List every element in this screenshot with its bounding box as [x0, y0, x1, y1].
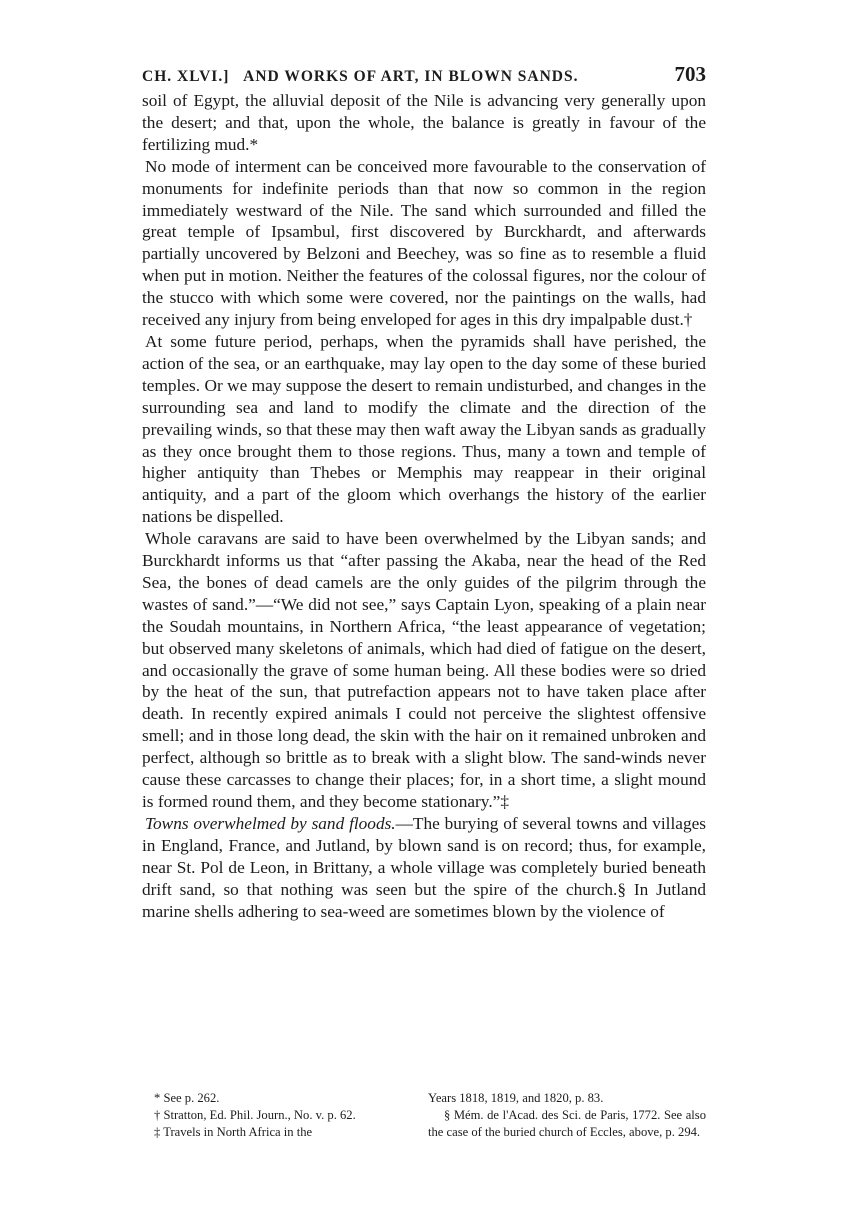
footnote-2: † Stratton, Ed. Phil. Journ., No. v. p. 62.: [154, 1108, 356, 1122]
footnote-3: ‡ Travels in North Africa in the: [154, 1125, 313, 1139]
footnote-4: § Mém. de l'Acad. des Sci. de Paris, 1772. See also the case of the buried church of Eccles, above, p. 294.: [428, 1108, 706, 1139]
paragraph-interment: No mode of interment can be conceived more favourable to the conservation of monuments for indefinite periods than that now so common in the region immediately westward of the Nile. The sand which surrounded and filled the great temple of Ipsambul, first discovered by Burckhardt, and afterwards partially uncovered by Belzoni and Beechey, was so fine as to resemble a fluid when put in motion. Neither the features of the colossal figures, nor the colour of the stucco with which some were covered, nor the paintings on the walls, had received any injury from being enveloped for ages in this dry impalpable dust.†: [142, 156, 706, 330]
footnote-1: * See p. 262.: [154, 1091, 220, 1105]
paragraph-towns-text: —The burying of several towns and villages in England, France, and Jutland, by blown sand is on record; thus, for example, near St. Pol de Leon, in Brittany, a whole village was completely buried beneath drift sand, so that nothing was seen but the spire of the church.§ In Jutland marine shells adhering to sea-weed are sometimes blown by the violence of: [142, 813, 706, 921]
paragraph-towns-overwhelmed: [142, 813, 706, 923]
section-heading-italic: Towns overwhelmed by sand floods.: [145, 813, 396, 833]
page-number: 703: [674, 62, 706, 86]
running-title: CH. XLVI.] AND WORKS OF ART, IN BLOWN SANDS.: [142, 68, 579, 85]
footnotes-left-column: [142, 1090, 420, 1141]
paragraph-future-period: At some future period, perhaps, when the pyramids shall have perished, the action of the sea, or an earthquake, may lay open to the day some of these buried temples. Or we may suppose the desert to remain undisturbed, and changes in the surrounding sea and land to modify the climate and the direction of the prevailing winds, so that these may then waft away the Libyan sands as gradually as they once brought them to those regions. Thus, many a town and temple of higher antiquity than Thebes or Memphis may reappear in their original antiquity, and a part of the gloom which overhangs the history of the earlier nations be dispelled.: [142, 331, 706, 527]
footnotes: [142, 1090, 706, 1141]
running-header: [142, 62, 706, 90]
paragraph-continuation: soil of Egypt, the alluvial deposit of the Nile is advancing very generally upon the desert; and that, upon the whole, the balance is greatly in favour of the fertilizing mud.*: [142, 91, 706, 154]
book-page: [142, 62, 706, 922]
footnotes-right-column: [428, 1090, 706, 1141]
footnote-3-continuation: Years 1818, 1819, and 1820, p. 83.: [428, 1091, 604, 1105]
body-text: [142, 90, 706, 922]
paragraph-caravans: Whole caravans are said to have been overwhelmed by the Libyan sands; and Burckhardt informs us that “after passing the Akaba, near the head of the Red Sea, the bones of dead camels are the only guides of the pilgrim through the wastes of sand.”—“We did not see,” says Captain Lyon, speaking of a plain near the Soudah mountains, in Northern Africa, “the least appearance of vegetation; but observed many skeletons of animals, which had died of fatigue on the desert, and occasionally the grave of some human being. All these bodies were so dried by the heat of the sun, that putrefaction appears not to have taken place after death. In recently expired animals I could not perceive the slightest offensive smell; and in those long dead, the skin with the hair on it remained unbroken and perfect, although so brittle as to break with a slight blow. The sand-winds never cause these carcasses to change their places; for, in a short time, a slight mound is formed round them, and they become stationary.”‡: [142, 529, 706, 811]
